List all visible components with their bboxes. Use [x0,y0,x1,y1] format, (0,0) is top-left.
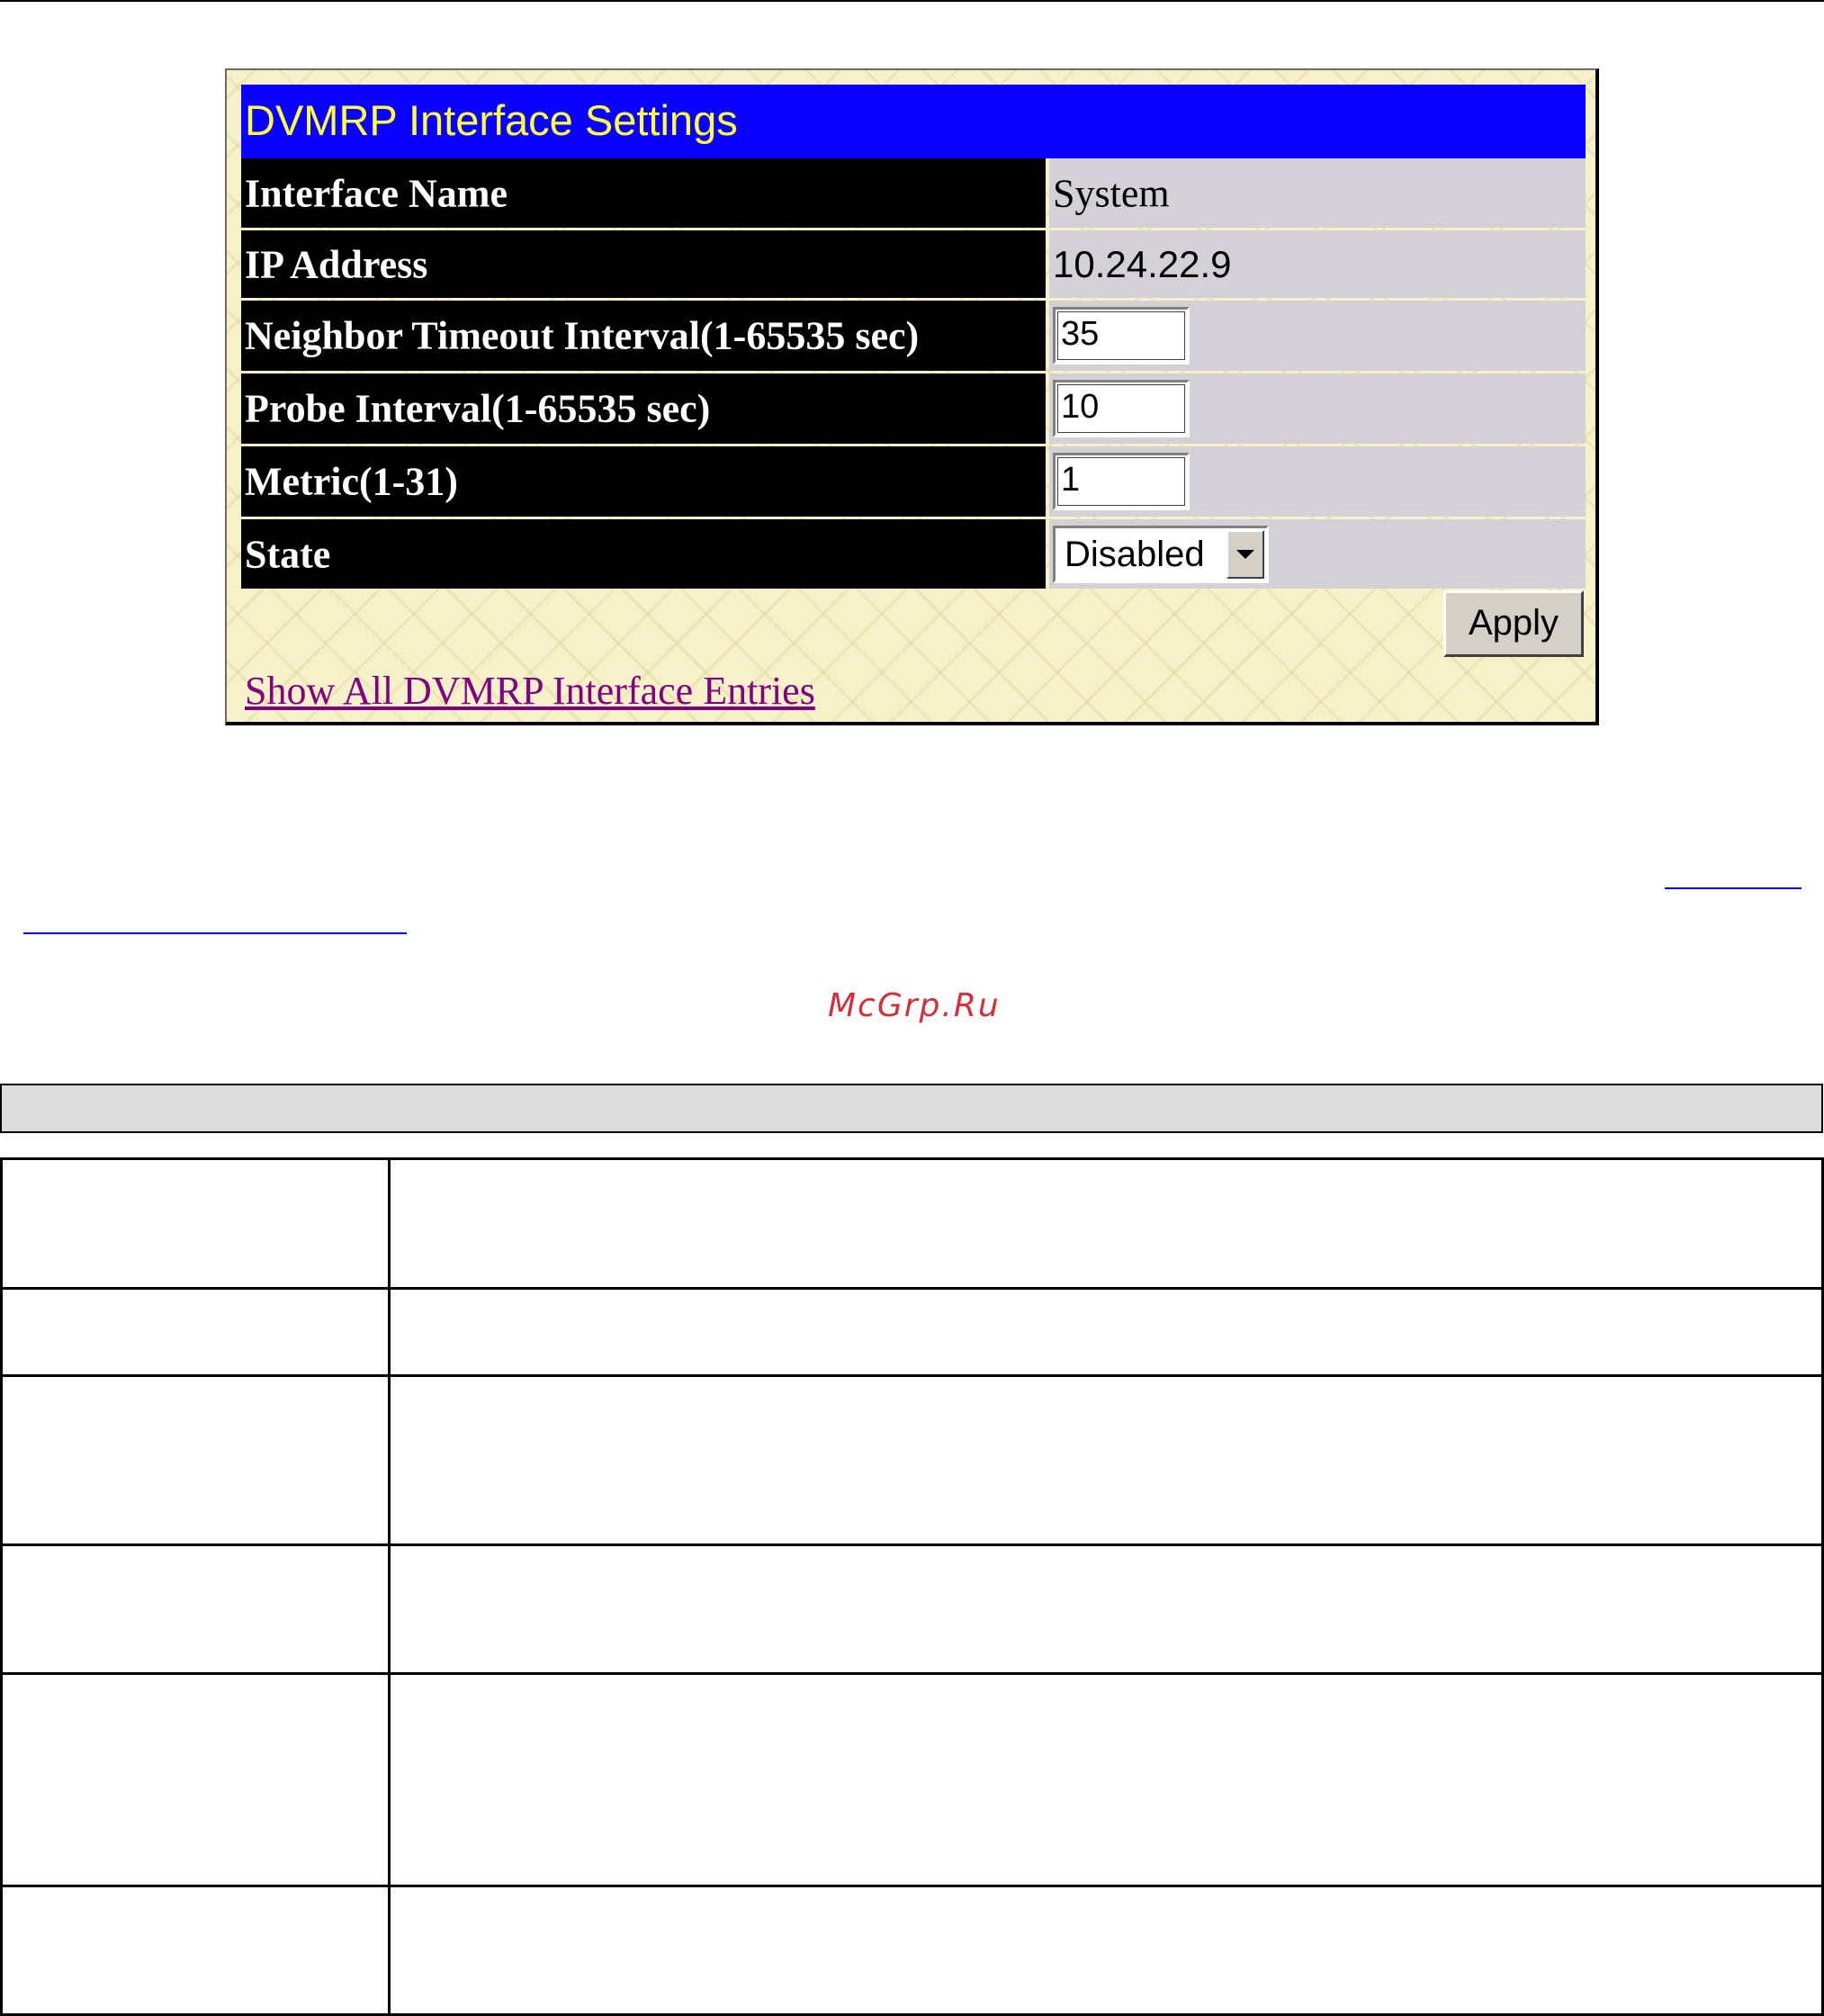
parameter-description-table [0,1157,1824,2016]
state-label: State [245,532,331,576]
apply-button[interactable]: Apply [1443,590,1584,657]
table-row [2,1159,1823,1289]
link-underline[interactable] [1665,887,1802,889]
metric-input[interactable]: 1 [1053,453,1190,510]
row-neighbor-timeout [241,301,1586,374]
metric-label: Metric(1-31) [245,459,458,504]
link-underline-continued[interactable] [23,932,407,934]
table-row [2,1886,1823,2015]
row-ip-address [241,230,1586,301]
ip-address-value: 10.24.22.9 [1053,242,1232,285]
watermark: McGrp.Ru [828,987,1001,1024]
chevron-down-icon[interactable] [1226,530,1264,579]
row-metric [241,446,1586,519]
description-header-bar [0,1084,1823,1133]
table-row [2,1674,1823,1886]
panel-title: DVMRP Interface Settings [245,96,738,144]
table-row [2,1376,1823,1545]
top-rule [0,0,1824,2]
probe-interval-input[interactable]: 10 [1053,380,1190,437]
title-bar [241,85,1586,158]
state-select[interactable] [1053,526,1269,583]
table-row [2,1289,1823,1376]
ip-address-label: IP Address [245,242,428,286]
probe-interval-label: Probe Interval(1-65535 sec) [245,386,711,431]
row-state [241,519,1586,589]
neighbor-timeout-input[interactable]: 35 [1053,307,1190,364]
row-probe-interval [241,374,1586,446]
interface-name-label: Interface Name [245,171,508,215]
row-interface-name [241,158,1586,230]
dvmrp-settings-panel [225,68,1599,725]
show-all-entries-link[interactable]: Show All DVMRP Interface Entries [245,669,815,713]
state-select-value: Disabled [1065,534,1205,574]
neighbor-timeout-label: Neighbor Timeout Interval(1-65535 sec) [245,313,920,358]
table-row [2,1545,1823,1674]
interface-name-value: System [1053,171,1170,215]
